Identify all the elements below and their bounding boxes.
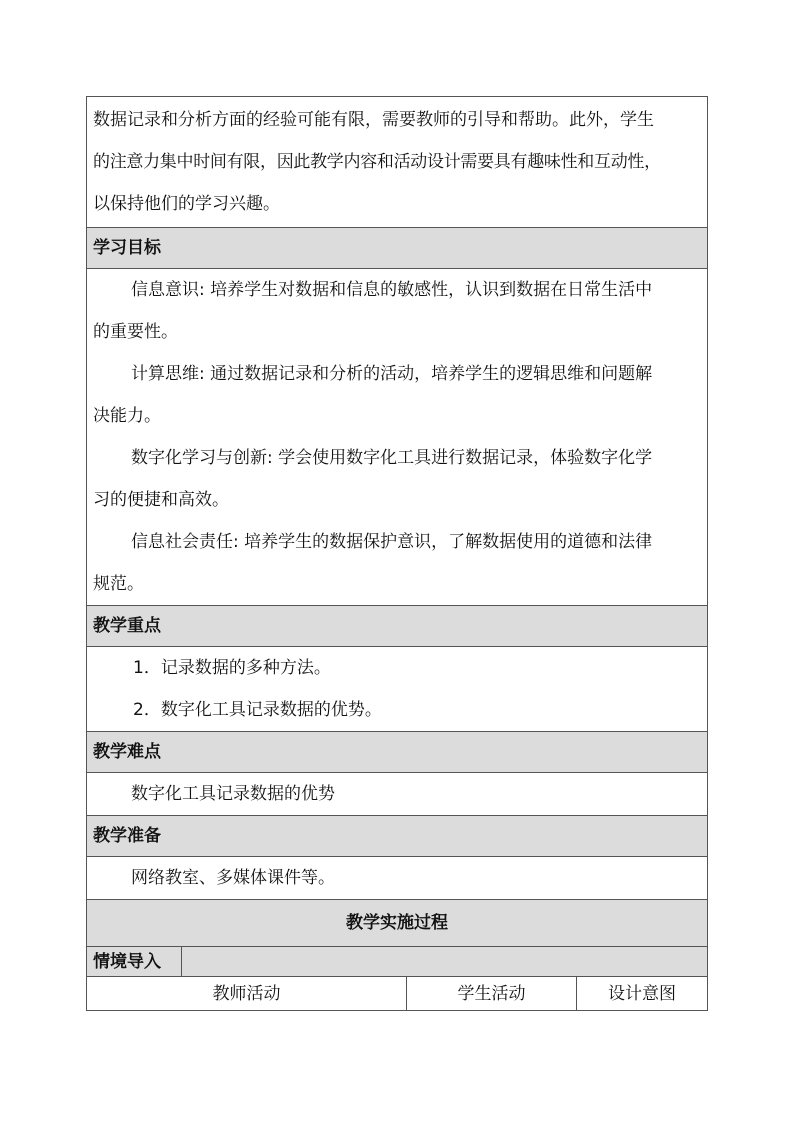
intro-line-2: 的注意力集中时间有限，因此教学内容和活动设计需要具有趣味性和互动性， <box>93 152 661 172</box>
objective-1-line-1: 信息意识: 培养学生对数据和信息的敏感性，认识到数据在日常生活中 <box>131 280 653 300</box>
intro-cell <box>86 96 708 227</box>
process-columns-row <box>86 976 708 1011</box>
process-section-row <box>86 946 708 976</box>
objective-4-line-1: 信息社会责任: 培养学生的数据保护意识，了解数据使用的道德和法律 <box>131 532 653 552</box>
key-points-heading: 教学重点 <box>86 605 708 646</box>
intro-line-3: 以保持他们的学习兴趣。 <box>93 194 280 214</box>
objectives-heading: 学习目标 <box>86 227 708 268</box>
key-point-2: 2．数字化工具记录数据的优势。 <box>133 700 382 720</box>
section-empty-cell <box>182 947 707 976</box>
key-points-cell <box>86 646 708 731</box>
preparation-cell <box>86 856 708 899</box>
lesson-plan-table <box>86 96 708 1011</box>
intro-line-1: 数据记录和分析方面的经验可能有限，需要教师的引导和帮助。此外，学生 <box>93 110 654 130</box>
preparation-text: 网络教室、多媒体课件等。 <box>131 868 335 888</box>
difficulties-heading: 教学难点 <box>86 731 708 772</box>
difficulties-text: 数字化工具记录数据的优势 <box>131 784 335 804</box>
column-design-intent: 设计意图 <box>608 984 676 1004</box>
objective-3-line-2: 习的便捷和高效。 <box>93 490 229 510</box>
objective-3-line-1: 数字化学习与创新: 学会使用数字化工具进行数据记录，体验数字化学 <box>131 448 653 468</box>
objective-2-line-1: 计算思维: 通过数据记录和分析的活动，培养学生的逻辑思维和问题解 <box>131 364 653 384</box>
section-label: 情境导入 <box>87 947 182 976</box>
preparation-heading: 教学准备 <box>86 815 708 856</box>
process-heading: 教学实施过程 <box>86 899 708 946</box>
objectives-cell <box>86 268 708 605</box>
objective-2-line-2: 决能力。 <box>93 406 161 426</box>
difficulties-cell <box>86 772 708 815</box>
objective-4-line-2: 规范。 <box>93 574 144 594</box>
key-point-1: 1．记录数据的多种方法。 <box>133 658 331 678</box>
column-student-activity: 学生活动 <box>407 977 577 1010</box>
objective-1-line-2: 的重要性。 <box>93 322 178 342</box>
column-teacher-activity: 教师活动 <box>87 977 407 1010</box>
